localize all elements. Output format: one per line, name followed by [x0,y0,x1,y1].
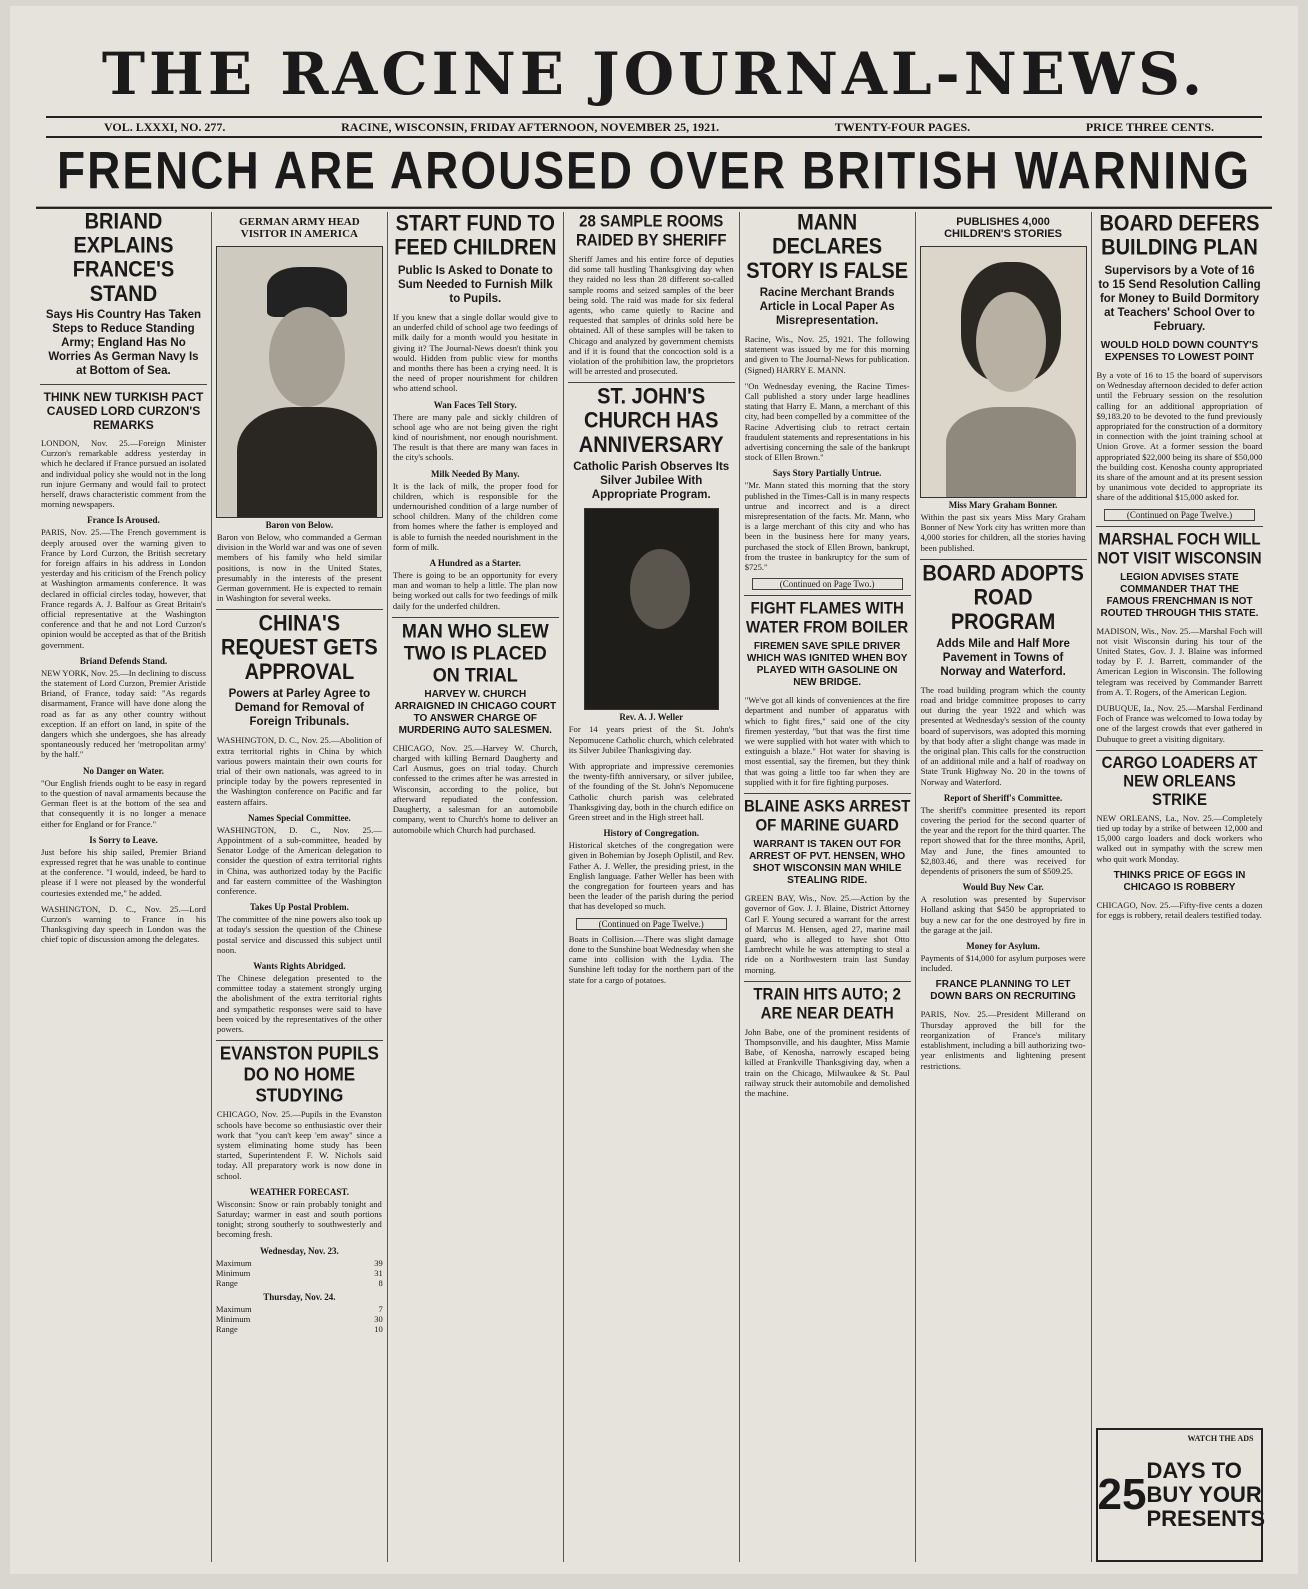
columns [36,212,1268,1562]
deck: Adds Mile and Half More Pavement in Towns of Norway and Waterford. [936,637,1070,678]
divider [1096,526,1264,527]
article-body: GREEN BAY, Wis., Nov. 25.—Action by the governor of Gov. J. J. Blaine, District Attorney Carl F. Young secured a warrant for the arrest of Marcus M. Hensen, aged 27, marine mail guard, who is alleged to have shot Otto Lambrecht while he was attempting to steal a ride on a Northwestern train last Sunday morning. [744,893,910,975]
photo-caption: Miss Mary Graham Bonner. [948,500,1058,510]
deck: Public Is Asked to Donate to Sum Needed to Furnish Milk to Pupils. [397,265,553,305]
subhead: France Is Aroused. [87,515,160,526]
article-body: With appropriate and impressive ceremonies the twenty-fifth anniversary, or silver jubilee, of the founding of the St. John's Nepomucene Catholic church parish was celebrated Thanksgiving day, both in the church edifice on Green street and in the High street hall. [568,761,734,823]
photo-caption: Baron von Below. [265,520,334,530]
headline: BOARD ADOPTS ROAD PROGRAM [922,561,1084,635]
subhead: Milk Needed By Many. [431,468,520,479]
subhead: No Danger on Water. [83,765,164,776]
article-body: WASHINGTON, D. C., Nov. 25.—Lord Curzon's warning to France in his Thanksgiving day speech in London was the chief topic of discussion among the delegates. [41,903,206,945]
headline: CHINA'S REQUEST GETS APPROVAL [221,612,378,685]
ad-watch-label: WATCH THE ADS [1187,1434,1254,1443]
ad-line: DAYS TO [1146,1458,1242,1483]
deck: Powers at Parley Agree to Demand for Removal of Foreign Tribunals. [228,688,371,729]
ad-line: PRESENTS [1146,1506,1266,1531]
caps-deck: THINKS PRICE OF EGGS IN CHICAGO IS ROBBERY [1113,869,1246,893]
caps-deck: FRANCE PLANNING TO LET DOWN BARS ON RECRUITING [930,979,1076,1003]
column-6 [916,212,1092,1562]
headline: TRAIN HITS AUTO; 2 ARE NEAR DEATH [753,985,901,1023]
price: PRICE THREE CENTS. [1085,120,1214,134]
article-body: PARIS, Nov. 25.—President Millerand on Thursday approved the bill for the reorganization of France's military establishment, including a bill authorizing two-year enlistments and lightening present restrictions. [920,1009,1086,1071]
subhead: Money for Asylum. [966,941,1040,952]
article-body: The committee of the nine powers also took up at today's session the question of the Chinese postal service and discussed this subject until noon. [216,914,382,955]
subhead: Wants Rights Abridged. [253,961,346,972]
divider [392,617,559,618]
article-body: A resolution was presented by Supervisor Holland asking that $450 be appropriated to buy a new car for the one destroyed by fire in the garage at the jail. [920,894,1086,935]
face-icon [269,307,345,407]
article-body: DUBUQUE, Ia., Nov. 25.—Marshal Ferdinand Foch of France was welcomed to Iowa today by one of the largest crowds that ever gathered in Dubuque to greet a visiting dignitary. [1096,703,1263,744]
headline: BOARD DEFERS BUILDING PLAN [1099,212,1260,261]
subhead: Report of Sheriff's Committee. [943,792,1063,803]
priest-photo [584,508,719,710]
photo-text: Baron von Below, who commanded a German division in the World war and was one of seven members of his family who held similar positions, is now in the United States, presumably in the interests of the present German government. He is expected to remain in Washington for several weeks. [216,532,382,604]
photo-text: Within the past six years Miss Mary Graham Bonner of New York city has written more than 4,000 stories for children, all the stories having been published. [920,512,1086,553]
weather-row: Maximum 39 [215,1257,383,1268]
divider [920,559,1087,560]
article-body: Racine, Wis., Nov. 25, 1921. The following statement was issued by me for this morning and given to The Journal-News for publication. (Signed) HARRY E. MANN. [744,334,910,375]
article-body: NEW ORLEANS, La., Nov. 25.—Completely tied up today by a strike of between 12,000 and 15,000 cargo loaders and dock workers who walked out in sympathy with the screw men who quit work Monday. [1096,812,1263,864]
face-icon [976,292,1046,392]
page-count: TWENTY-FOUR PAGES. [834,120,971,134]
ad-line: BUY YOUR [1146,1482,1262,1507]
coat-icon [237,407,377,517]
column-4 [564,212,740,1562]
column-2 [212,212,388,1562]
column-3 [388,212,564,1562]
photo-caption: Rev. A. J. Weller [619,712,684,723]
article-body: The sheriff's committee presented its report covering the period for the second quarter of the year and the report for the third quarter. The report showed that for the three months, April, May and June, the fines amounted to $2,803.46, and there was received for dependents of prisoners the sum of $509.25. [920,804,1086,877]
newspaper-page [10,6,1298,1574]
weather-row: Maximum 7 [215,1303,383,1314]
divider [1096,750,1264,751]
headline: START FUND TO FEED CHILDREN [394,212,557,261]
article-body: WASHINGTON, D. C., Nov. 25.—Abolition of extra territorial rights in China by which various powers maintain their own courts for trial of their own nationals, was agreed to in principle today by the powers represented in the Washington conference on Pacific and far eastern affairs. [216,735,382,807]
subheadline: THINK NEW TURKISH PACT CAUSED LORD CURZON'S REMARKS [43,390,204,432]
divider [744,793,911,794]
divider [40,384,207,385]
article-body: Sheriff James and his entire force of deputies did some tall hustling Thanksgiving day when they raided no less than 28 different so-called sample rooms and seized samples of the beer being sold. The raid was made for six federal agents, who came quietly to Racine and requested that samples of drinks sold here be obtained. All of these samples will be taken to Chicago and analyzed by government chemists and if it is found that the concoction sold is a violation of the prohibition law, the proprietors will be arrested and prosecuted. [568,254,734,377]
article-body: PARIS, Nov. 25.—The French government is deeply aroused over the warning given to France by Lord Curzon, the British secretary for foreign affairs in his address in London yesterday and his criticism of the French policy at Washington armaments conference. It was declared in official circles today, however, that France regards A. J. Balfour as Great Britain's official representative at the Washington conference and that he and not Lord Curzon's opinion would be accepted as that of the British government. [41,527,206,650]
article-body: CHICAGO, Nov. 25.—Fifty-five cents a dozen for eggs is robbery, retail dealers testified today. [1096,899,1263,921]
headline: BLAINE ASKS ARREST OF MARINE GUARD [743,797,911,835]
divider [744,595,911,596]
photo-text: For 14 years priest of the St. John's Nepomucene Catholic church, which celebrated its Silver Jubilee Thanksgiving day. [568,724,734,755]
article-body: The road building program which the county road and bridge committee proposes to carry out during the year 1922 and which was presented at Wednesday's session of the county board of supervisors, was adopted this morning by that body after a slight change was made in the original plan. This calls for the construction of an additional mile and a half of roadway on State Trunk Highway No. 20 in the towns of Norway and Waterford. [920,684,1086,787]
headline: 28 SAMPLE ROOMS RAIDED BY SHERIFF [575,212,727,250]
article-body: The Chinese delegation presented to the committee today a statement strongly urging the abolishment of the extra territorial rights and sympathetic responses were said to have been voiced by the representatives of the other powers. [216,973,382,1035]
ad-number: 25 [1097,1470,1147,1519]
caps-deck: LEGION ADVISES STATE COMMANDER THAT THE FAMOUS FRENCHMAN IS NOT ROUTED THROUGH THIS STATE. [1100,571,1259,619]
article-body: If you knew that a single dollar would give to an underfed child of school age two feedings of milk daily for a month would you hesitate in giving it? The Journal-News doesn't think you would. Hidden from public view for months and months there has been a crying need. It is the need of proper nourishment for children who attend school. [392,312,558,394]
divider [744,981,911,982]
deck: Catholic Parish Observes Its Silver Jubilee With Appropriate Program. [573,461,730,502]
article-body: Payments of $14,000 for asylum purposes were included. [920,953,1086,974]
article-body: WASHINGTON, D. C., Nov. 25.—Appointment of a sub-committee, headed by Senator Lodge of the American delegation to consider the question of extra territorial rights in China, was authorized today by the Pacific and far eastern committee of the Washington conference. [216,824,382,897]
column-7 [1092,212,1268,1562]
subhead: Would Buy New Car. [962,882,1044,893]
article-body: "Our English friends ought to be easy in regard to the question of naval armaments because the German fleet is at the bottom of the sea and that consequently it is no longer a menace either for England or for France." [41,777,206,829]
weather-row: Range 8 [215,1277,383,1288]
portrait-photo [920,246,1087,498]
divider [216,1040,383,1041]
caps-deck: WOULD HOLD DOWN COUNTY'S EXPENSES TO LOWEST POINT [1100,340,1259,363]
article-body: "On Wednesday evening, the Racine Times-Call published a story under large headlines stating that Harry E. Mann, a merchant of this city, had been compelled by a committee of the Racine Advertising club to retract certain fraudulent statements and representations in his advertising concerning the sale of the bankrupt stock of Ellen Brown." [744,380,910,463]
masthead: THE RACINE JOURNAL-NEWS. [101,40,1207,108]
christmas-ad [1096,1428,1264,1562]
article-body: CHICAGO, Nov. 25.—Pupils in the Evanston schools have become so enthusiastic over their work that "you can't keep 'em away" since a system eliminating home study has been started, Superintendent F. W. Nichols said today. All preparatory work is now done in school. [216,1109,382,1181]
divider [568,382,735,383]
weather-row: Minimum 31 [215,1267,383,1278]
weather-day: Thursday, Nov. 24. [263,1291,336,1302]
article-body: Historical sketches of the congregation were given in Bohemian by Joseph Oplistil, and Rev. Father A. J. Weller, the presiding priest, in the English language. Father Weller has been with the congregation for fourteen years and has been the leader of the parish during the period that has developed so much. [568,840,734,912]
subhead: Wan Faces Tell Story. [433,399,517,410]
article-body: MADISON, Wis., Nov. 25.—Marshal Foch will not visit Wisconsin during his tour of the United States, Gov. J. J. Blaine was informed today by F. J. Barrett, commander of the American Legion in Wisconsin. The following telegram was received by Commander Barrett from A. T. Rogers, of the American Legion. [1096,625,1263,697]
continued-note: (Continued on Page Two.) [752,578,903,590]
headline: MAN WHO SLEW TWO IS PLACED ON TRIAL [401,619,549,686]
caps-deck: FIREMEN SAVE SPILE DRIVER WHICH WAS IGNITED WHEN BOY PLAYED WITH GASOLINE ON NEW BRIDGE. [746,641,908,689]
article-body: There is going to be an opportunity for every man and woman to help a little. The plan now being worked out calls for two feedings of milk daily for the underfed children. [392,570,558,611]
subhead: Says Story Partially Untrue. [772,468,882,479]
weather-row: Range 10 [215,1323,383,1334]
deck: Supervisors by a Vote of 16 to 15 Send Resolution Calling for Money to Build Dormitory at Teachers' School Over to February. [1098,265,1261,333]
headline: BRIAND EXPLAINS FRANCE'S STAND [72,212,175,307]
column-1 [36,212,212,1562]
place-date: RACINE, WISCONSIN, FRIDAY AFTERNOON, NOVEMBER 25, 1921. [341,120,720,134]
deck: Racine Merchant Brands Article in Local Paper As Misrepresentation. [759,287,895,327]
portrait-photo [216,246,383,518]
article-body: Boats in Collision.—There was slight damage done to the Sunshine boat Wednesday when she came into collision with the Lydia. The Sunshine left today for the northern part of the state for a cargo of potatoes. [568,933,734,985]
article-body: "Mr. Mann stated this morning that the story published in the Times-Call is in many respects untrue and incorrect and is a direct misrepresentation of the facts. Mr. Mann, who is a large merchant of this city and who has been in the business here for many years, purchased the stock of Ellen Brown, bankrupt, from the trustee in bankruptcy for the sum of $725." [744,480,910,573]
headline: MARSHAL FOCH WILL NOT VISIT WISCONSIN [1097,529,1262,568]
headline: ST. JOHN'S CHURCH HAS ANNIVERSARY [578,385,724,458]
article-body: There are many pale and sickly children of school age who are not being given the right kind of nourishment, nor enough nourishment. The result is that there are many wan faces in the city's schools. [392,411,558,463]
article-body: LONDON, Nov. 25.—Foreign Minister Curzon's remarkable address yesterday in which he declared if France pursued an isolated and individual policy she would not in the long run injure Germany and would fail to protect herself, draws characteristic comment from the morning newspapers. [41,438,206,510]
article-body: NEW YORK, Nov. 25.—In declining to discuss the statement of Lord Curzon, Premier Aristide Briand, of France, today said: "As regards disarmament, France will have done along the road as far as any other country without exception. If an effort on land, in spite of the dangers which she undergoes, she has already spontaneously reduced her 'metropolitan army' by the half." [41,667,206,760]
divider [216,609,383,610]
continued-note: (Continued on Page Twelve.) [576,918,727,930]
article-body: By a vote of 16 to 15 the board of supervisors on Wednesday afternoon decided to defer action until the February session on the resolution calling for an additional appropriation of $9,183.20 to be devoted to the fund previously appropriated for the construction of a dormitory in connection with the joint training school at Union Grove. At a former session the board appropriated $22,000 being its share of $50,000 the building cost. Kenosha county appropriated its share of the amount and at its present session by unanimous vote decided to appropriate its share of the additional $15,000 asked for. [1096,370,1263,503]
subhead: Names Special Committee. [248,812,351,823]
continued-note: (Continued on Page Twelve.) [1104,509,1256,521]
article-body: John Babe, one of the prominent residents of Thompsonville, and his daughter, Miss Mamie Babe, of Kenosha, narrowly escaped being killed at Frankville Thanksgiving day, when a train on the Chicago, Milwaukee & St. Paul railway struck their automobile and demolished the machine. [744,1026,910,1098]
weather-heading: WEATHER FORECAST. [249,1186,349,1197]
photo-label: PUBLISHES 4,000 CHILDREN'S STORIES [944,216,1063,240]
deck: Says His Country Has Taken Steps to Reduce Standing Army; England Has No Worries As German Navy Is at Bottom of Sea. [45,309,201,377]
article-body: CHICAGO, Nov. 25.—Harvey W. Church, charged with killing Bernard Daugherty and Carl Ausmus, goes on trial today. Church confessed to the crimes after he was arrested in Wisconsin, according to the police, but afterward repudiated the confession. Daugherty, a salesman for an automobile company, went to Church's home to deliver an automobile which Church had purchased. [392,742,558,835]
headline: MANN DECLARES STORY IS FALSE [746,212,909,284]
headline: CARGO LOADERS AT NEW ORLEANS STRIKE [1101,753,1258,810]
banner-headline: FRENCH ARE AROUSED OVER BRITISH WARNING [36,133,1272,209]
weather-day: Wednesday, Nov. 23. [259,1245,339,1256]
article-body: Just before his ship sailed, Premier Briand expressed regret that he was unable to continue at the conference. "I would, indeed, be hard to please if I were not pleased by the wonderful courtesies extended me," he added. [41,846,206,898]
subhead: Is Sorry to Leave. [89,834,158,845]
volume-number: VOL. LXXXI, NO. 277. [104,120,226,134]
weather-row: Minimum 30 [215,1313,383,1324]
column-5 [740,212,916,1562]
shoulders-icon [946,407,1076,497]
photo-label: GERMAN ARMY HEAD VISITOR IN AMERICA [239,216,360,240]
article-body: It is the lack of milk, the proper food for children, which is responsible for the undernourished condition of a large number of school children. Many of the children come from homes where the father is employed and is able to furnish the needed nourishment in the form of milk. [392,480,558,552]
caps-deck: WARRANT IS TAKEN OUT FOR ARREST OF PVT. HENSEN, WHO SHOT WISCONSIN MAN WHILE STEALING RIDE. [749,839,906,887]
headline: EVANSTON PUPILS DO NO HOME STUDYING [219,1043,379,1107]
subhead: Briand Defends Stand. [79,655,168,666]
subhead: A Hundred as a Starter. [429,558,521,569]
subhead: Takes Up Postal Problem. [249,902,349,913]
article-body: "We've got all kinds of conveniences at the fire department and number of apparatus with which to fight fires," said one of the city firemen yesterday, "but that was the first time we were supplied with hot water with which to extinguish a blaze." Hot water for shaving is most essential, say the firemen, but they think that was going a little too far when they are supplied with it for fire fighting purposes. [744,695,910,787]
caps-deck: HARVEY W. CHURCH ARRAIGNED IN CHICAGO COURT TO ANSWER CHARGE OF MURDERING AUTO SALESMEN. [394,688,557,736]
weather-text: Wisconsin: Snow or rain probably tonight and Saturday; warmer in east and south portions tonight; strong southerly to southwesterly and becoming fresh. [216,1198,382,1240]
face-icon [630,549,690,629]
subhead: History of Congregation. [603,828,700,839]
headline: FIGHT FLAMES WITH WATER FROM BOILER [746,599,909,637]
